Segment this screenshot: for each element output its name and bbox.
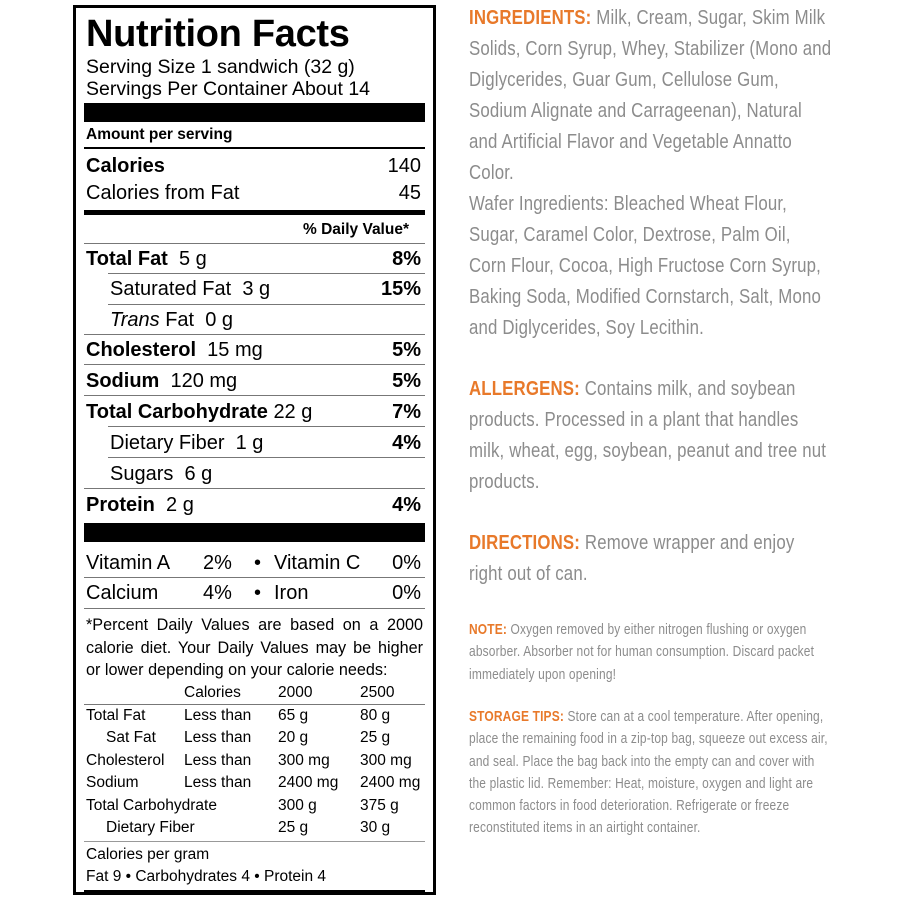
nutrient-row-protein — [86, 492, 421, 518]
directions-heading: DIRECTIONS: — [469, 531, 581, 554]
divider — [84, 147, 425, 149]
dv-table-row — [86, 727, 427, 749]
nutrient-label: Total Carbohydrate — [86, 400, 268, 423]
nutrient-row-dietary-fiber — [110, 430, 421, 456]
vitamin-value: 4% — [203, 582, 232, 604]
directions-text: Remove wrapper and enjoy right out of can. — [469, 531, 795, 585]
nutrient-label: Total Fat — [86, 247, 168, 270]
vitamin-label: Vitamin A — [86, 552, 171, 574]
dv-cell: Less than — [184, 729, 252, 746]
ingredients-text: Milk, Cream, Sugar, Skim Milk Solids, Corn Syrup, Whey, Stabilizer (Mono and Diglycerides, Guar Gum, Cellulose Gum, Sodium Alignate and Carrageenan), Natural and Artificial Flavor and Vegetable Annatto Color. — [469, 6, 832, 184]
calories-per-gram-values: Fat 9 • Carbohydrates 4 • Protein 4 — [86, 868, 327, 885]
nutrient-label: Saturated Fat — [110, 277, 232, 300]
vitamin-value: 0% — [392, 582, 421, 604]
vitamin-row — [86, 550, 421, 576]
dv-cell: Total Fat — [86, 707, 146, 724]
dv-cell: Sodium — [86, 774, 139, 791]
nutrient-amount: 2 g — [166, 493, 194, 516]
dv-table-row — [86, 772, 427, 794]
nutrient-dv: 5% — [392, 369, 421, 392]
dv-cell: Cholesterol — [86, 752, 165, 769]
storage-tips-text: Store can at a cool temperature. After opening, place the remaining food in a zip-top bag, squeeze out excess air, and seal. Place the bag back into the empty can and cover with the plastic lid. Remember: Heat, moisture, oxygen and light are common factors in food deterioration. Refrigerate or freeze reconstituted items in an airtight container. — [469, 709, 828, 837]
nutrient-dv: 15% — [380, 277, 421, 300]
nutrient-row-trans-fat — [110, 307, 421, 333]
divider — [108, 273, 425, 274]
bullet: • — [254, 582, 262, 604]
calories-from-fat-row — [86, 180, 421, 206]
nutrient-label: Protein — [86, 493, 155, 516]
vitamin-label: Vitamin C — [274, 552, 361, 574]
dv-cell: Sat Fat — [106, 729, 156, 746]
divider — [84, 364, 425, 365]
divider — [84, 488, 425, 489]
dv-table-header-cell: 2000 — [278, 684, 313, 701]
dv-table-row — [86, 817, 427, 839]
calories-per-gram-label: Calories per gram — [86, 846, 210, 863]
footnote — [86, 614, 423, 682]
nutrient-row-total-carbohydrate — [86, 399, 421, 425]
ingredients-heading: INGREDIENTS: — [469, 6, 592, 29]
vitamin-value: 0% — [392, 552, 421, 574]
footnote-line: or lower depending on your calorie needs: — [86, 661, 388, 679]
divider — [108, 304, 425, 305]
nutrient-row-sodium — [86, 368, 421, 394]
calories-row — [86, 153, 421, 179]
calories-from-fat-label: Calories from Fat — [86, 181, 240, 204]
dv-table-header-cell: Calories — [184, 684, 241, 701]
thick-divider — [84, 523, 425, 542]
bullet: • — [254, 552, 262, 574]
dv-cell: 65 g — [278, 707, 309, 724]
storage-tips-heading: STORAGE TIPS: — [469, 709, 565, 725]
nutrient-amount: 15 mg — [207, 338, 263, 361]
divider — [108, 457, 425, 458]
nutrient-label: Fat — [165, 308, 195, 331]
nutrient-label: Sodium — [86, 369, 160, 392]
vitamin-row — [86, 580, 421, 606]
ingredients-paragraph — [469, 2, 831, 188]
daily-value-header: % Daily Value* — [303, 221, 409, 238]
allergens-heading: ALLERGENS: — [469, 377, 580, 400]
dv-table-header-cell: 2500 — [360, 684, 395, 701]
divider — [84, 577, 425, 578]
nutrient-label-italic: Trans — [110, 308, 160, 331]
dv-cell: 300 mg — [360, 752, 412, 769]
dv-cell: Less than — [184, 752, 252, 769]
storage-tips-paragraph — [469, 706, 831, 840]
calories-from-fat-value: 45 — [398, 181, 421, 204]
nutrient-row-sugars — [110, 461, 421, 487]
note-paragraph — [469, 619, 831, 686]
dv-table-row — [86, 750, 427, 772]
nutrient-label: Dietary Fiber — [110, 431, 225, 454]
footnote-line: *Percent Daily Values are based on a 2000 — [86, 616, 423, 634]
nutrient-dv: 4% — [392, 493, 421, 516]
dv-table-header — [86, 682, 427, 704]
divider — [108, 426, 425, 427]
dv-cell: 30 g — [360, 819, 391, 836]
nutrient-row-cholesterol — [86, 337, 421, 363]
calories-label: Calories — [86, 154, 165, 177]
dv-cell: 300 mg — [278, 752, 330, 769]
nutrient-amount: 3 g — [242, 277, 271, 300]
divider — [84, 841, 425, 842]
dv-table-row — [86, 795, 427, 817]
nutrient-label: Cholesterol — [86, 338, 197, 361]
note-section — [469, 619, 831, 686]
divider — [84, 608, 425, 609]
dv-cell: Less than — [184, 707, 252, 724]
vitamin-label: Calcium — [86, 582, 159, 604]
storage-tips-section — [469, 706, 831, 840]
dv-cell: Less than — [184, 774, 252, 791]
dv-table-row — [86, 705, 427, 727]
allergens-paragraph — [469, 373, 831, 497]
thick-divider — [84, 103, 425, 122]
footnote-line: calorie diet. Your Daily Values may be higher — [86, 638, 423, 657]
nutrient-dv: 4% — [392, 431, 421, 454]
calories-per-gram-values-row — [86, 866, 427, 888]
nutrient-amount: 22 g — [273, 400, 313, 423]
nutrient-dv: 7% — [392, 400, 421, 423]
dv-cell: 2400 mg — [360, 774, 421, 791]
nutrient-row-total-fat — [86, 246, 421, 272]
dv-cell: 20 g — [278, 729, 309, 746]
vitamin-label: Iron — [274, 582, 309, 604]
divider — [84, 334, 425, 335]
label-title: Nutrition Facts — [86, 13, 350, 55]
nutrient-amount: 1 g — [235, 431, 264, 454]
amount-per-serving: Amount per serving — [86, 126, 233, 143]
dv-cell: 300 g — [278, 797, 317, 814]
nutrient-amount: 0 g — [205, 308, 234, 331]
dv-cell: Total Carbohydrate — [86, 797, 217, 814]
dv-cell: 25 g — [278, 819, 309, 836]
allergens-section — [469, 373, 831, 497]
nutrient-amount: 5 g — [178, 247, 207, 270]
servings-per-container: Servings Per Container About 14 — [86, 78, 371, 100]
nutrient-amount: 120 mg — [170, 369, 238, 392]
directions-section — [469, 527, 831, 589]
dv-cell: 375 g — [360, 797, 399, 814]
nutrient-dv: 5% — [392, 338, 421, 361]
note-heading: NOTE: — [469, 622, 508, 638]
nutrient-row-saturated-fat — [110, 276, 421, 302]
directions-paragraph — [469, 527, 831, 589]
serving-size: Serving Size 1 sandwich (32 g) — [86, 56, 355, 78]
nutrient-dv: 8% — [392, 247, 421, 270]
wafer-ingredients-text: Wafer Ingredients: Bleached Wheat Flour, Sugar, Caramel Color, Dextrose, Palm Oil, Corn Flour, Cocoa, High Fructose Corn Syrup, Baking Soda, Modified Cornstarch, Salt, Mono and Diglycerides, Soy Lecithin. — [469, 192, 822, 339]
nutrient-label: Sugars — [110, 462, 174, 485]
vitamin-value: 2% — [203, 552, 232, 574]
note-text: Oxygen removed by either nitrogen flushing or oxygen absorber. Absorber not for human consumption. Discard packet immediately upon opening! — [469, 622, 815, 683]
dv-cell: Dietary Fiber — [106, 819, 195, 836]
wafer-ingredients-section — [469, 188, 831, 343]
medium-divider — [84, 210, 425, 215]
divider — [84, 243, 425, 244]
calories-value: 140 — [387, 154, 421, 177]
calories-per-gram — [86, 844, 427, 866]
allergens-text: Contains milk, and soybean products. Processed in a plant that handles milk, wheat, egg, soybean, peanut and tree nut products. — [469, 377, 827, 493]
nutrient-amount: 6 g — [184, 462, 213, 485]
ingredients-section — [469, 2, 831, 188]
dv-cell: 25 g — [360, 729, 391, 746]
dv-cell: 80 g — [360, 707, 391, 724]
nutrition-facts-label — [73, 5, 436, 895]
dv-cell: 2400 mg — [278, 774, 339, 791]
divider — [84, 395, 425, 396]
bottom-divider — [84, 890, 425, 895]
